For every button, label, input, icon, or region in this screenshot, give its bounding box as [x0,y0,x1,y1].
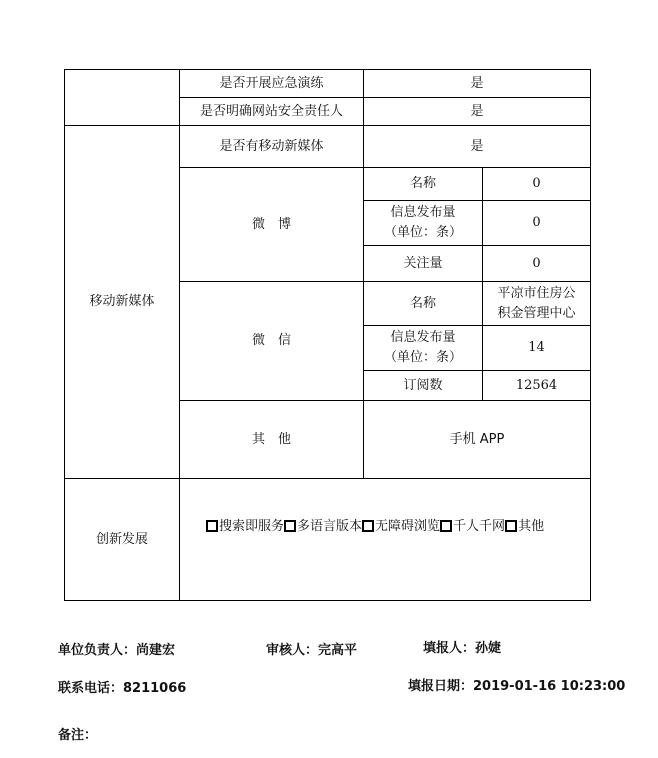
emergency-drill-label: 是否开展应急演练 [219,75,324,91]
remarks: 备注： [58,728,98,743]
checkbox-icon[interactable] [284,520,296,532]
innovation-option[interactable]: 搜索即服务 [206,517,284,537]
checkbox-icon[interactable] [440,520,452,532]
mobile-media-section-label: 移动新媒体 [89,294,155,309]
weibo-posts-value: 0 [532,215,541,230]
wechat-posts-label-line1: 信息发布量 [390,330,456,345]
reviewer: 审核人：完高平 [266,643,358,658]
wechat-subscribers-value: 12564 [515,377,558,393]
filler: 填报人：孙婕 [423,641,502,656]
fill-date: 填报日期：2019-01-16 10:23:00 [408,679,626,694]
has-mobile-media-value: 是 [470,138,484,154]
wechat-name-value [483,282,590,325]
innovation-option[interactable]: 其他 [505,517,544,537]
weibo-label: 微 博 [251,216,291,232]
wechat-label: 微 信 [251,333,291,348]
innovation-option[interactable]: 无障碍浏览 [362,517,440,537]
has-mobile-media-label: 是否有移动新媒体 [219,138,324,154]
checkbox-icon[interactable] [362,520,374,532]
other-media-label: 其 他 [251,431,291,447]
weibo-followers-label: 关注量 [403,255,443,271]
wechat-subscribers-label: 订阅数 [403,377,443,393]
innovation-options [180,479,590,575]
wechat-name-label: 名称 [409,295,436,311]
wechat-posts-label [364,326,482,370]
weibo-posts-label-line2: （单位：条） [383,225,462,240]
emergency-drill-value: 是 [470,75,484,91]
weibo-followers-value: 0 [532,255,541,271]
unit-head: 单位负责人：尚建宏 [58,643,176,658]
security-owner-label: 是否明确网站安全责任人 [199,103,343,119]
innovation-section-label: 创新发展 [95,531,148,547]
weibo-name-value: 0 [532,176,541,191]
wechat-posts-value: 14 [528,340,545,355]
checkbox-icon[interactable] [505,520,517,532]
wechat-name-value-line2: 积金管理中心 [497,305,576,321]
innovation-option[interactable]: 千人千网 [440,517,505,537]
other-media-value: 手机 APP [449,431,505,447]
wechat-name-value-line1: 平凉市住房公 [497,285,576,301]
security-owner-value: 是 [470,103,484,119]
contact-phone: 联系电话：8211066 [58,681,187,696]
wechat-posts-label-line2: （单位：条） [383,350,462,365]
checkbox-icon[interactable] [206,520,218,532]
weibo-posts-label-line1: 信息发布量 [390,205,456,220]
weibo-posts-label [364,201,482,245]
weibo-name-label: 名称 [409,176,436,191]
innovation-option[interactable]: 多语言版本 [284,517,362,537]
